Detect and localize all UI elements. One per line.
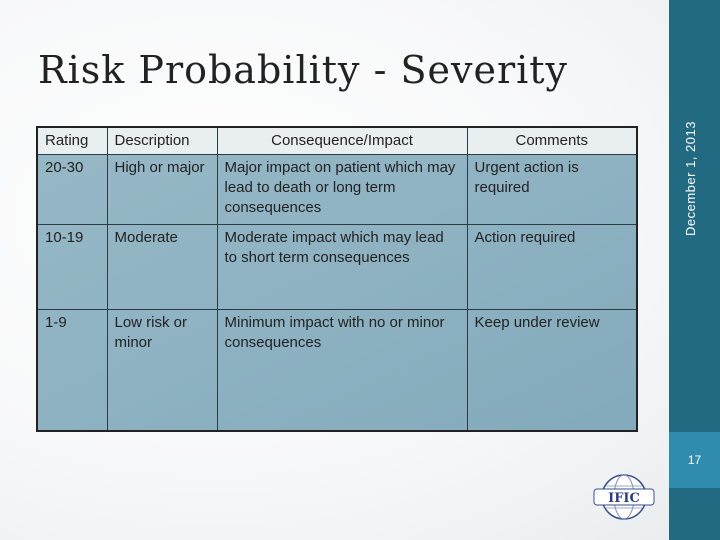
- svg-text:IFIC: IFIC: [608, 491, 640, 506]
- consequence-cell: Moderate impact which may lead to short term consequences: [217, 225, 467, 310]
- table-row: [37, 225, 637, 310]
- page-number: 17: [669, 432, 720, 488]
- table-row: [37, 155, 637, 225]
- slide-title: Risk Probability - Severity: [38, 48, 569, 92]
- description-cell: Low risk or minor: [107, 310, 217, 432]
- comments-cell: Urgent action is required: [467, 155, 637, 225]
- slide-date: December 1, 2013: [683, 121, 698, 236]
- comments-cell: Action required: [467, 225, 637, 310]
- table-row: [37, 310, 637, 432]
- header-cell-description: Description: [107, 127, 217, 155]
- risk-table: [36, 126, 638, 432]
- globe-logo-icon: [591, 472, 657, 522]
- consequence-cell: Major impact on patient which may lead to death or long term consequences: [217, 155, 467, 225]
- header-cell-consequence: Consequence/Impact: [217, 127, 467, 155]
- description-cell: High or major: [107, 155, 217, 225]
- consequence-cell: Minimum impact with no or minor consequences: [217, 310, 467, 432]
- header-cell-rating: Rating: [37, 127, 107, 155]
- rating-cell: 1-9: [37, 310, 107, 432]
- rating-cell: 10-19: [37, 225, 107, 310]
- header-cell-comments: Comments: [467, 127, 637, 155]
- table-header-row: [37, 127, 637, 155]
- rating-cell: 20-30: [37, 155, 107, 225]
- description-cell: Moderate: [107, 225, 217, 310]
- comments-cell: Keep under review: [467, 310, 637, 432]
